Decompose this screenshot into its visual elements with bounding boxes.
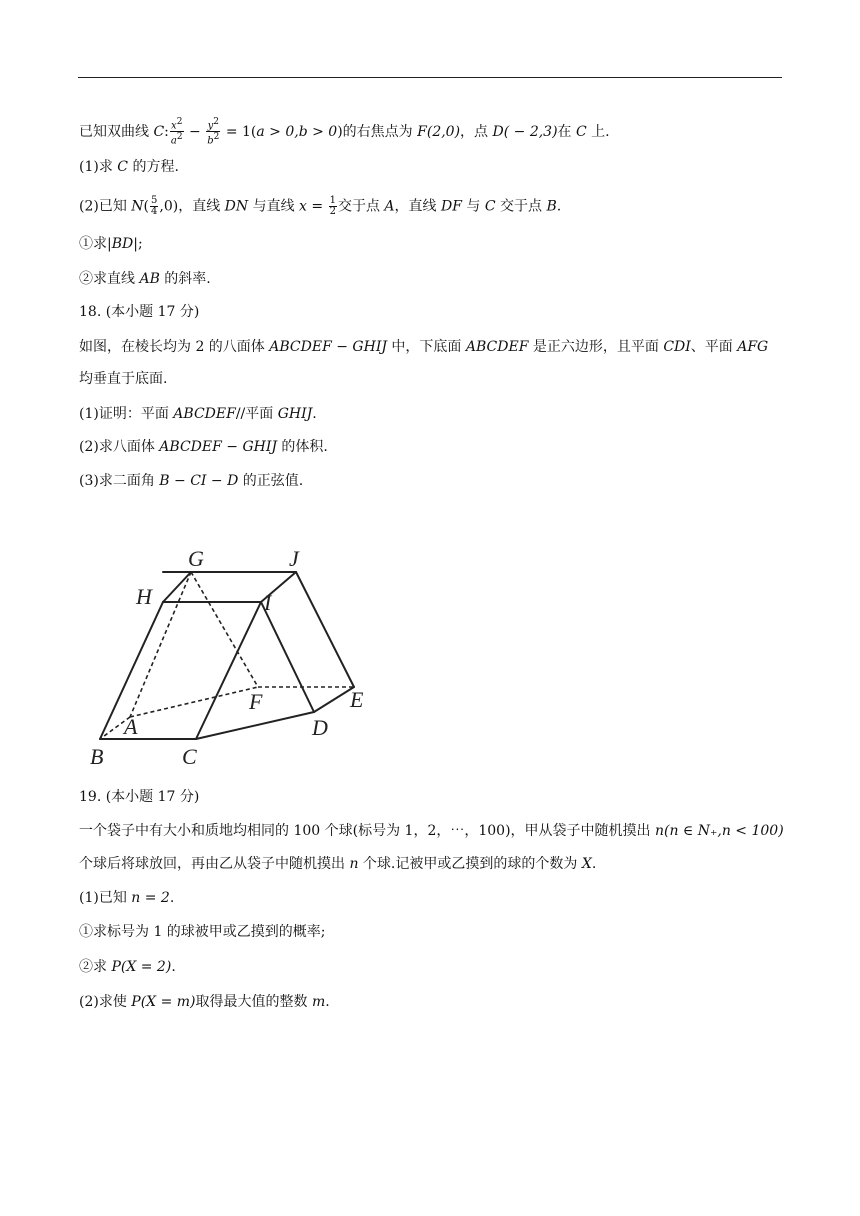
q17-eq: = 1( bbox=[221, 123, 257, 140]
q18-intro-c: 是正六边形，且平面 bbox=[528, 339, 664, 355]
label-d: D bbox=[312, 715, 328, 740]
edge-id bbox=[261, 602, 314, 712]
q19-part2-prefix: (2)求使 bbox=[79, 994, 132, 1010]
q17-part1-suffix: 的方程. bbox=[128, 159, 179, 175]
q17-sub1-end: |; bbox=[133, 236, 143, 252]
q17-intro bbox=[79, 117, 610, 147]
q17-part2-close: ,0) bbox=[159, 198, 179, 215]
q19-intro-b-x: X bbox=[581, 856, 592, 872]
q17-part2-x: x bbox=[299, 198, 307, 215]
q19-intro-n: n(n ∈ N₊,n < 100) bbox=[654, 823, 784, 839]
q17-b: b bbox=[207, 135, 214, 147]
q18-part3-prefix: (3)求二面角 bbox=[79, 473, 160, 489]
q18-part3 bbox=[79, 471, 303, 491]
q17-part2-mid-a: ，直线 bbox=[178, 198, 225, 215]
q17-part2-b: B bbox=[546, 198, 557, 215]
q17-part2-mid-e: 与 bbox=[461, 198, 485, 215]
q17-part2-open: ( bbox=[143, 198, 149, 215]
q17-part2-half bbox=[329, 196, 337, 217]
q19-sub2 bbox=[79, 957, 176, 977]
q17-part2-mid-b: 与直线 bbox=[248, 198, 300, 215]
label-a: A bbox=[124, 714, 138, 739]
edge-ic bbox=[196, 602, 261, 739]
q18-intro-continued: 均垂直于底面. bbox=[79, 371, 168, 387]
q19-intro-b-b: 个球.记被甲或乙摸到的球的个数为 bbox=[358, 856, 582, 872]
q17-text-b: )的右焦点为 bbox=[337, 123, 418, 140]
q17-part2-prefix: (2)已知 bbox=[79, 198, 132, 215]
q18-part1 bbox=[79, 404, 317, 424]
q19-part1-prefix: (1)已知 bbox=[79, 890, 132, 906]
q19-part1-cond: n = 2 bbox=[131, 890, 170, 906]
q19-sub2-expr: P(X = 2) bbox=[111, 959, 172, 975]
q18-part2-solid: ABCDEF − GHIJ bbox=[159, 439, 277, 455]
q17-part2-frac-num: 5 bbox=[151, 195, 158, 206]
q17-sub2 bbox=[79, 269, 211, 289]
q17-part2-mid-c: 交于点 bbox=[337, 198, 385, 215]
label-f: F bbox=[249, 689, 263, 714]
octahedron-figure bbox=[86, 540, 386, 776]
q17-sub2-prefix: ②求直线 bbox=[79, 271, 140, 287]
q19-intro-b-end: . bbox=[591, 856, 597, 872]
q17-sub1 bbox=[79, 234, 143, 254]
label-h: H bbox=[136, 584, 152, 609]
q18-part1-prefix: (1)证明：平面 bbox=[79, 406, 174, 422]
q17-y: y bbox=[207, 120, 214, 132]
q17-part2-half-num: 1 bbox=[329, 195, 336, 206]
top-rule bbox=[78, 77, 782, 78]
q18-part2-prefix: (2)求八面体 bbox=[79, 439, 160, 455]
q18-part1-mid: //平面 bbox=[235, 406, 278, 422]
q19-part2-m: m bbox=[311, 994, 326, 1010]
q17-part2-dn: DN bbox=[224, 198, 249, 215]
q17-part2-c: C bbox=[484, 198, 496, 215]
q19-part1 bbox=[79, 888, 174, 908]
figure-labels bbox=[90, 546, 364, 769]
q17-part2-df: DF bbox=[441, 198, 462, 215]
q18-part2 bbox=[79, 437, 328, 457]
q17-condition: a > 0,b > 0 bbox=[256, 123, 338, 140]
q18-plane1: CDI bbox=[663, 339, 691, 355]
label-c: C bbox=[182, 744, 197, 769]
q18-intro-d: 、平面 bbox=[690, 339, 738, 355]
edge-de bbox=[314, 687, 354, 712]
q19-part2-mid: 取得最大值的整数 bbox=[195, 994, 312, 1010]
edge-gi bbox=[163, 572, 244, 602]
q17-point: D( − 2,3) bbox=[492, 123, 558, 140]
q18-plane2: AFG bbox=[737, 339, 769, 355]
q18-solid: ABCDEF − GHIJ bbox=[269, 339, 387, 355]
q19-part2-end: . bbox=[325, 994, 330, 1010]
q18-base: ABCDEF bbox=[465, 339, 529, 355]
q17-part2-half-den: 2 bbox=[329, 206, 336, 217]
label-i: I bbox=[264, 590, 272, 615]
q17-sub2-end: 的斜率. bbox=[159, 271, 211, 287]
q17-part2-mid-d: ，直线 bbox=[394, 198, 441, 215]
q17-text-d: 在 bbox=[557, 123, 576, 140]
q18-part1-p2: GHIJ bbox=[277, 406, 313, 422]
q17-part2-eq: = bbox=[306, 198, 328, 215]
q17-curve-symbol: C bbox=[153, 123, 165, 140]
label-e: E bbox=[350, 687, 364, 712]
q17-y-fraction: $\frac{y^2}{b^2}$ bbox=[207, 117, 220, 147]
q18-part2-end: 的体积. bbox=[276, 439, 328, 455]
q19-intro-a: 一个袋子中有大小和质地均相同的 100 个球(标号为 1，2，⋯，100)，甲从袋子中随机摸出 bbox=[79, 823, 655, 839]
q17-part2-n: N bbox=[131, 198, 144, 215]
q19-part2-expr: P(X = m) bbox=[131, 994, 196, 1010]
q17-sub1-bd: BD bbox=[111, 236, 134, 252]
q17-focus: F(2,0) bbox=[417, 123, 461, 140]
q17-a: a bbox=[170, 135, 177, 147]
q19-header: 19. (本小题 17 分) bbox=[79, 789, 200, 805]
q17-part1-prefix: (1)求 bbox=[79, 159, 118, 175]
q17-text-c: ，点 bbox=[460, 123, 493, 140]
q18-part3-end: 的正弦值. bbox=[238, 473, 304, 489]
edge-je bbox=[296, 572, 354, 687]
q18-intro bbox=[79, 337, 768, 357]
q19-part2 bbox=[79, 992, 330, 1012]
label-b: B bbox=[90, 744, 104, 769]
q17-part1 bbox=[79, 157, 179, 177]
q19-sub2-end: . bbox=[171, 959, 176, 975]
q19-sub1: ①求标号为 1 的球被甲或乙摸到的概率; bbox=[79, 924, 326, 940]
q17-text-end: 上. bbox=[586, 123, 610, 140]
q17-sub2-ab: AB bbox=[139, 271, 160, 287]
edge-cd bbox=[196, 712, 314, 739]
q19-intro-continued bbox=[79, 854, 596, 874]
q17-x-fraction: $\frac{x^2}{a^2}$ bbox=[170, 117, 183, 147]
q18-part1-end: . bbox=[312, 406, 317, 422]
q17-minus: − bbox=[184, 123, 206, 140]
q18-intro-b: 中，下底面 bbox=[386, 339, 466, 355]
q18-part3-angle: B − CI − D bbox=[159, 473, 239, 489]
label-j: J bbox=[289, 546, 299, 571]
q17-part1-c: C bbox=[117, 159, 128, 175]
q17-intro-text: 已知双曲线 bbox=[79, 123, 154, 140]
q18-part1-p1: ABCDEF bbox=[173, 406, 236, 422]
q17-x: x bbox=[171, 120, 177, 132]
q19-intro bbox=[79, 821, 784, 841]
q17-curve-symbol-2: C bbox=[576, 123, 587, 140]
q19-part1-end: . bbox=[169, 890, 175, 906]
q19-sub2-prefix: ②求 bbox=[79, 959, 112, 975]
q17-part2-fraction bbox=[150, 196, 158, 217]
q17-sub1-prefix: ①求| bbox=[79, 236, 112, 252]
q17-part2-a: A bbox=[384, 198, 395, 215]
q19-intro-b-a: 个球后将球放回，再由乙从袋子中随机摸出 bbox=[79, 856, 350, 872]
q17-part2-end: . bbox=[556, 198, 562, 215]
q17-part2 bbox=[79, 196, 561, 217]
q18-intro-a: 如图，在棱长均为 2 的八面体 bbox=[79, 339, 270, 355]
label-g: G bbox=[188, 546, 204, 571]
q19-intro-b-n: n bbox=[349, 856, 359, 872]
q17-part2-mid-f: 交于点 bbox=[495, 198, 547, 215]
q17-colon: : bbox=[164, 123, 169, 140]
q17-part2-frac-den: 4 bbox=[151, 206, 158, 217]
q18-header: 18. (本小题 17 分) bbox=[79, 304, 200, 320]
edge-af bbox=[130, 687, 258, 717]
